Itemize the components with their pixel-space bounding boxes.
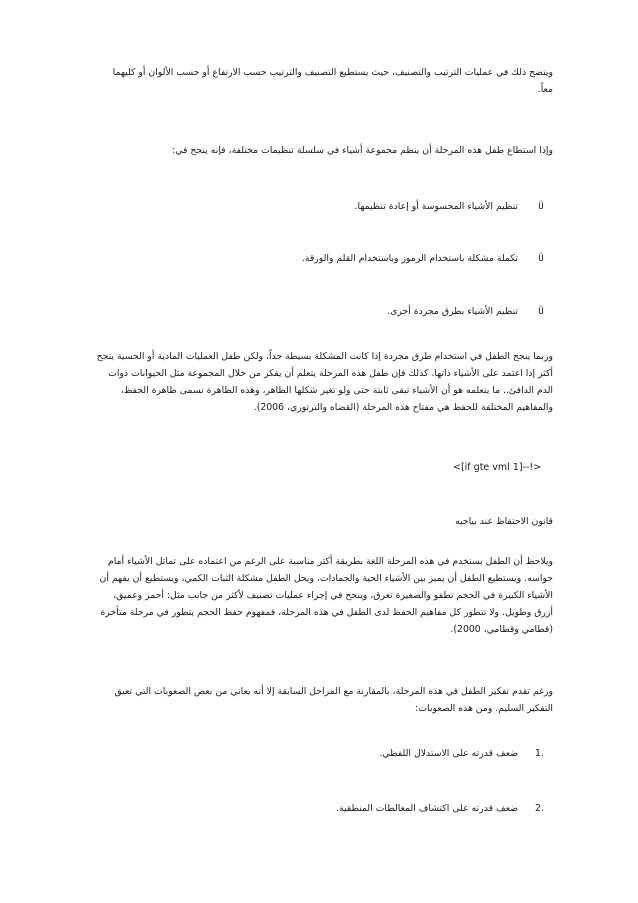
text-line: وإذا استطاع طفل هذه المرحلة أن ينظم مجموعة أشياء في سلسلة تنظيمات مختلفة، فإنه ينجح في:	[172, 145, 553, 156]
text-line: قانون الاحتفاظ عند بياجيه	[455, 516, 553, 527]
item-number: 1.	[535, 748, 544, 759]
list-item	[0, 250, 638, 268]
text-line: أزرق وطويل. ولا تتطور كل مفاهيم الحفظ لدى الطفل في هذه المرحلة، فمفهوم حفظ الحجم يتطور في مرحلة متأخرة	[100, 607, 553, 618]
list-item-text: تنظيم الأشياء المحسوسة أو إعادة تنظيمها.	[354, 201, 518, 212]
list-item	[0, 303, 638, 321]
text-line: ورغم تقدم تفكير الطفل في هذه المرحلة، بالمقارنة مع المراحل السابقة إلا أنه يعاني من بعض الصعوبات التي تعيق	[114, 686, 553, 697]
numbered-item	[0, 800, 638, 818]
numbered-item-text: ضعف قدرته على اكتشاف المغالطات المنطقية.	[336, 803, 518, 814]
text-line: ويتضح ذلك في عمليات الترتيب والتصنيف، حيث يستطيع التصنيف والترتيب حسب الارتفاع أو حسب الألوان أو كليهما	[112, 67, 553, 78]
paragraph-abstract-methods	[97, 348, 553, 416]
text-line: (قطامي وقطامي، 2000).	[450, 624, 553, 635]
text-line: أكثر إذا اعتمد على الأشياء ذاتها. كذلك فإن طفل هذه المرحلة يتعلم أن يفكر من خلال المجموعة مثل الحيوانات ذوات	[108, 368, 553, 379]
bullet-icon: Ü	[538, 254, 544, 264]
text-line: الدم الدافئ.. ما يتعلمه هو أن الأشياء تبقى ثابتة حتى ولو تغير شكلها الظاهر، وهذه الظاهرة تسمى ظاهرة الحفظ،	[120, 385, 553, 396]
list-item	[0, 198, 638, 216]
text-line: حواسه. ويستطيع الطفل أن يميز بين الأشياء الحية والجمادات، ويحل الطفل مشكلة الثبات الكمي، ويستطيع أن يفهم أن	[99, 573, 553, 584]
paragraph-language-use	[100, 553, 554, 638]
bullet-icon: Ü	[538, 202, 544, 212]
paragraph-difficulties	[115, 683, 553, 717]
text-line: معاً.	[537, 84, 553, 95]
list-item-text: تنظيم الأشياء بطرق مجردة أخرى.	[387, 306, 518, 317]
numbered-item	[0, 745, 638, 763]
list-item-text: تكملة مشكلة باستخدام الرموز وباستخدام القلم والورقة.	[301, 253, 518, 264]
paragraph-intro-list	[172, 142, 553, 159]
item-number: 2.	[535, 803, 544, 814]
text-line: ويلاحظ أن الطفل يستخدم في هذه المرحلة اللغة بطريقة أكثر مناسبة على الرغم من اعتماده على تماثل الأشياء أمام	[107, 556, 553, 567]
bullet-icon: Ü	[538, 307, 544, 317]
paragraph-classification	[113, 64, 553, 98]
text-line: <[if gte vml 1]--!>	[453, 462, 542, 473]
text-line: والمفاهيم المختلفة للحفظ هي مفتاح هذه المرحلة (القضاه والترتوري، 2006).	[253, 402, 553, 413]
text-line: وربما ينجح الطفل في استخدام طرق مجردة إذا كانت المشكلة بسيطة جداً، ولكن طفل العمليات المادية أو الحسية ينجح	[96, 351, 553, 362]
section-heading	[455, 513, 553, 530]
vml-comment-text	[453, 459, 541, 476]
numbered-item-text: ضعف قدرته على الاستدلال اللفظي.	[379, 748, 518, 759]
text-line: الأشياء الكبيرة في الحجم تطفو والصغيرة تغرق، وينجح في إجراء عمليات تصنيف لأكثر من جانب مثل: أحمر وعميق،	[113, 590, 553, 601]
text-line: التفكير السليم. ومن هذه الصعوبات:	[415, 703, 553, 714]
